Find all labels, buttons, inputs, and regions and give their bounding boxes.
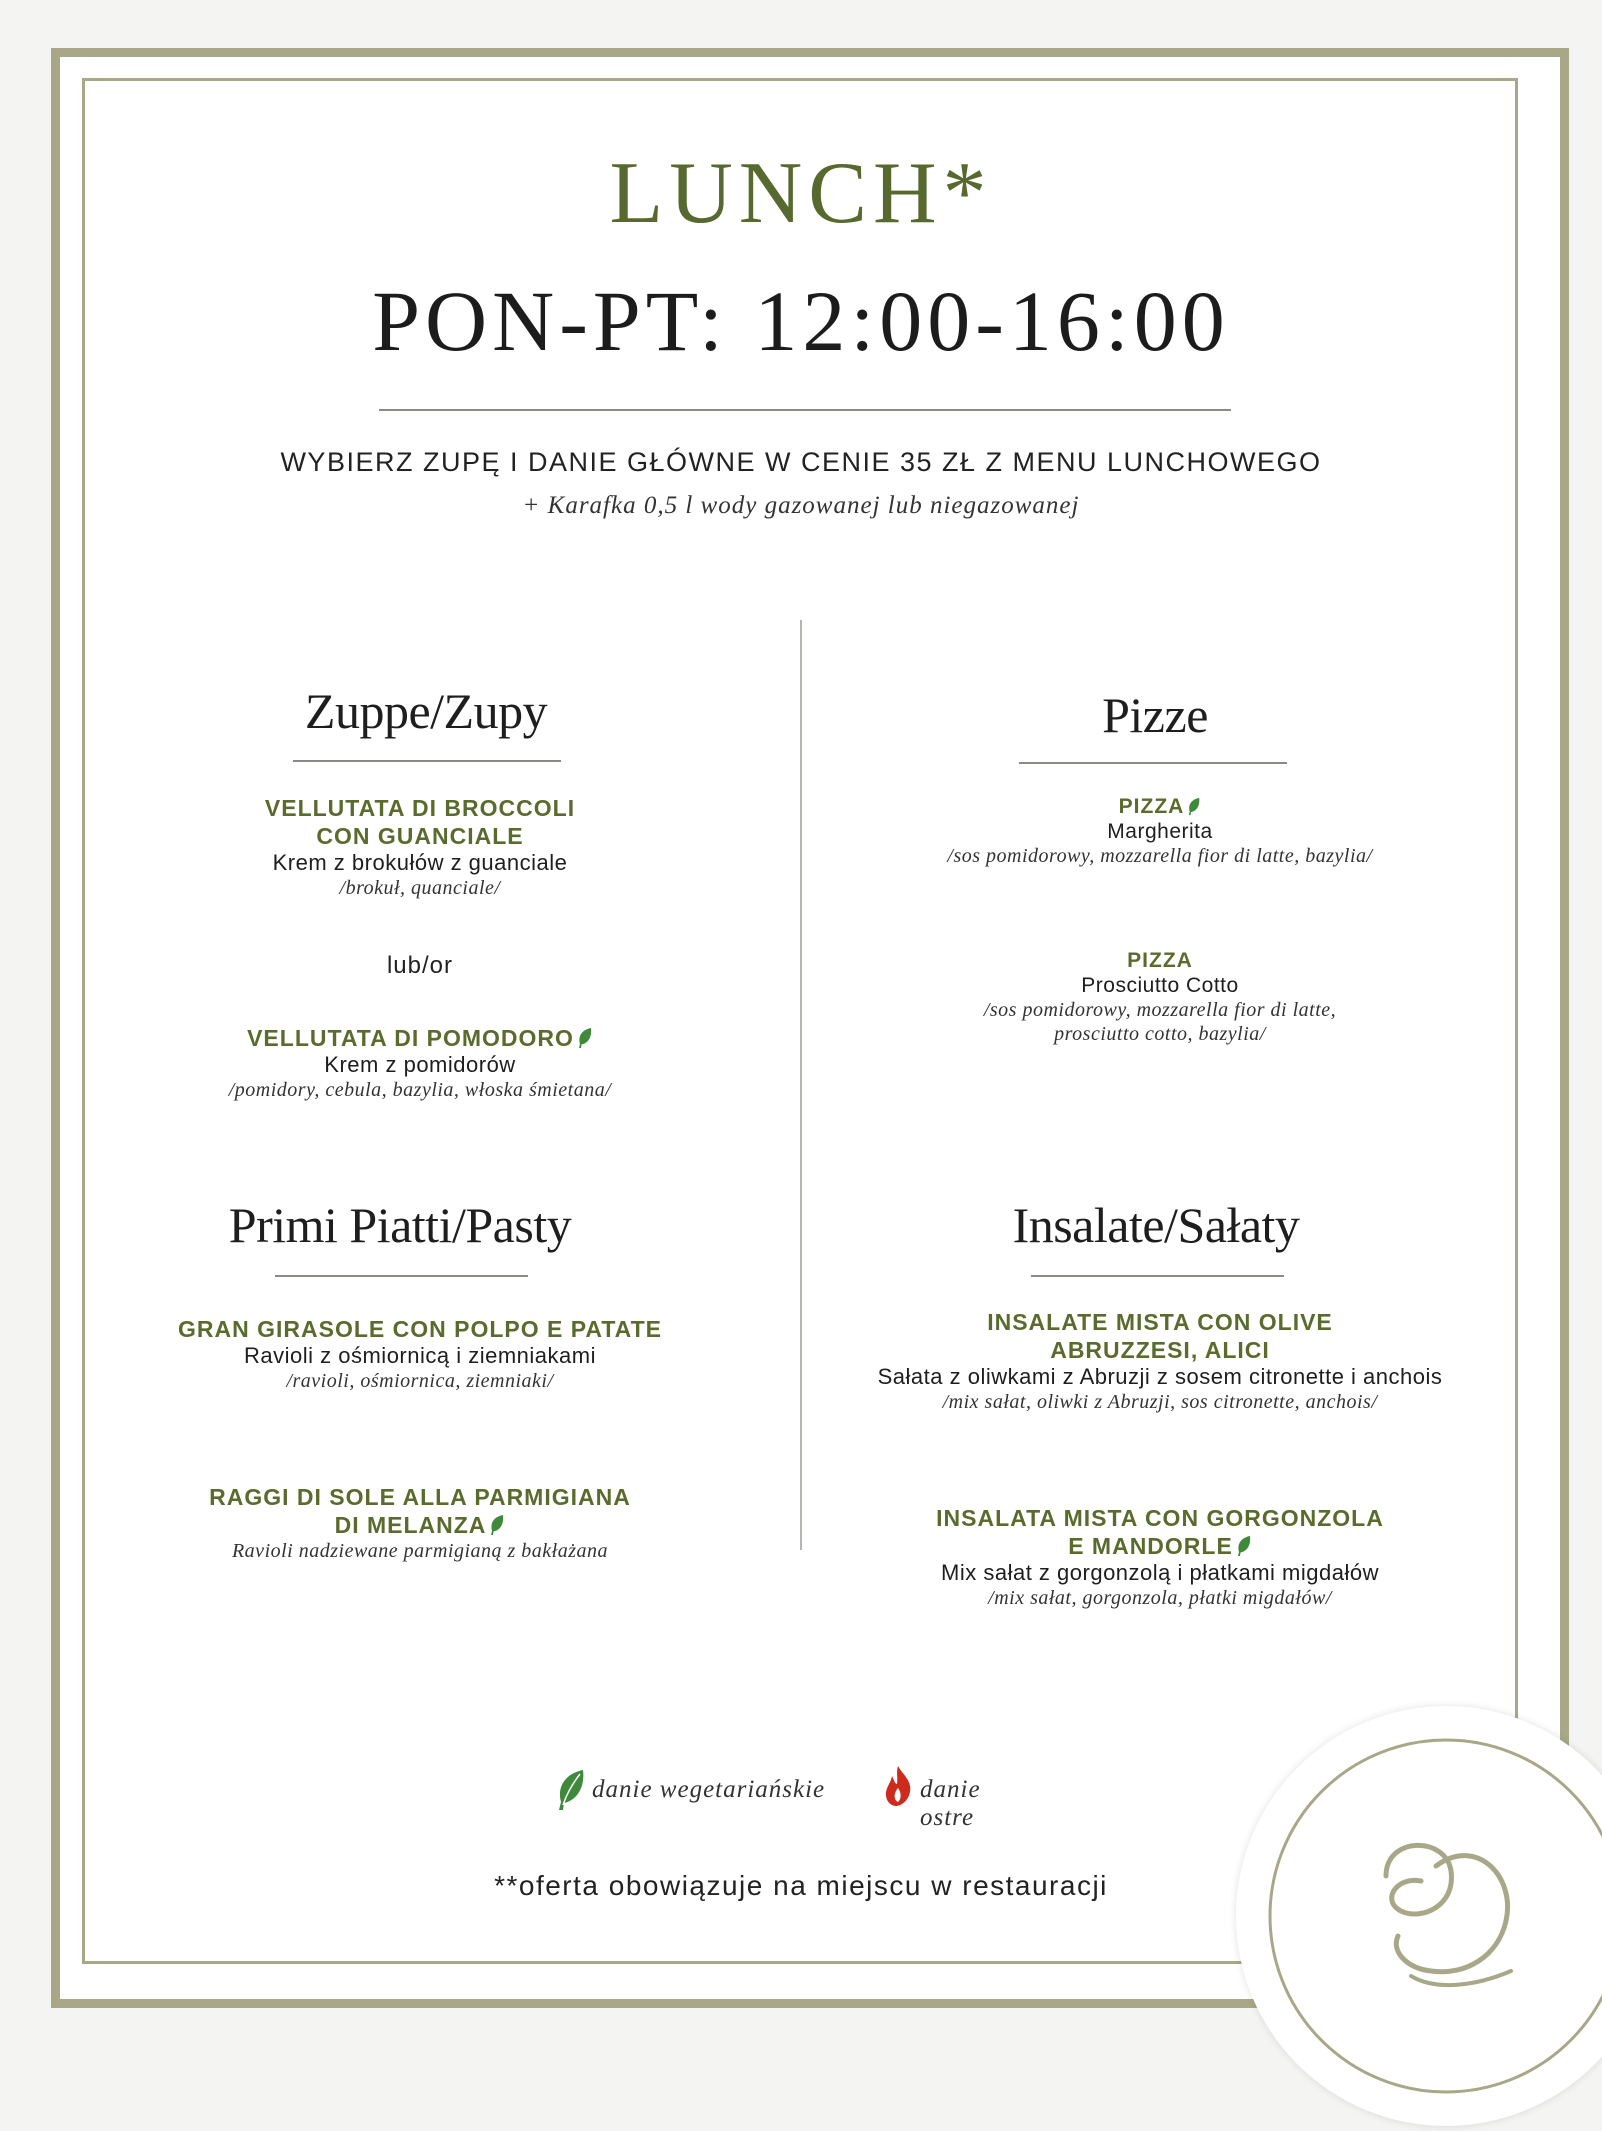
section-heading-salads: Insalate/Sałaty — [1012, 1197, 1300, 1253]
salad-item-2-title: INSALATA MISTA CON GORGONZOLA — [936, 1505, 1384, 1531]
offer-note: + Karafka 0,5 l wody gazowanej lub niegazowanej — [522, 492, 1080, 519]
salad-item-1-title-2: ABRUZZESI, ALICI — [1050, 1337, 1270, 1363]
pasta-item-2-title-2: DI MELANZA — [334, 1512, 487, 1538]
pasta-item-1-ingredients: /ravioli, ośmiornica, ziemniaki/ — [286, 1370, 554, 1392]
opening-hours: PON-PT: 12:00-16:00 — [372, 273, 1230, 369]
leaf-icon — [1187, 797, 1201, 816]
soup-item-2-desc: Krem z pomidorów — [324, 1052, 516, 1077]
salad-item-2-desc: Mix sałat z gorgonzolą i płatkami migdałów — [941, 1560, 1379, 1585]
salad-item-2-title-2: E MANDORLE — [1068, 1533, 1233, 1559]
pizza-item-2-desc: Prosciutto Cotto — [1081, 974, 1239, 997]
soup-item-1 — [140, 794, 700, 900]
pasta-item-1 — [140, 1315, 700, 1393]
leaf-icon — [556, 1768, 586, 1812]
chili-icon — [882, 1764, 914, 1808]
section-heading-pizze: Pizze — [1102, 687, 1208, 743]
pasta-heading-rule — [275, 1275, 528, 1277]
leaf-icon — [577, 1027, 593, 1049]
restaurant-logo-badge — [1236, 1706, 1602, 2126]
footnote: **oferta obowiązuje na miejscu w restauracji — [494, 1870, 1108, 1901]
pizza-item-1-ingredients: /sos pomidorowy, mozzarella fior di latte, bazylia/ — [947, 845, 1373, 867]
pasta-item-2-title-row — [140, 1511, 700, 1539]
pasta-item-1-desc: Ravioli z ośmiornicą i ziemniakami — [244, 1343, 596, 1368]
soup-item-2-title-row — [140, 1024, 700, 1052]
salad-item-1-title: INSALATE MISTA CON OLIVE — [987, 1309, 1333, 1335]
pizze-heading-rule — [1019, 762, 1287, 764]
column-divider — [800, 620, 802, 1550]
leaf-icon — [489, 1514, 505, 1536]
pizza-item-2-ingredients-2: prosciutto cotto, bazylia/ — [1054, 1023, 1266, 1045]
or-separator: lub/or — [386, 952, 454, 979]
pizza-item-1-desc: Margherita — [1107, 820, 1213, 843]
pasta-item-1-title: GRAN GIRASOLE CON POLPO E PATATE — [178, 1316, 662, 1342]
pizza-item-2-title: PIZZA — [1127, 949, 1193, 972]
offer-text: WYBIERZ ZUPĘ I DANIE GŁÓWNE W CENIE 35 ZŁ Z MENU LUNCHOWEGO — [280, 447, 1322, 477]
pasta-item-2-title: RAGGI DI SOLE ALLA PARMIGIANA — [209, 1484, 631, 1510]
soup-item-1-title: VELLUTATA DI BROCCOLI — [264, 795, 576, 821]
pasta-item-2-ingredients: Ravioli nadziewane parmigianą z bakłażana — [231, 1540, 609, 1562]
soup-item-2-title: VELLUTATA DI POMODORO — [247, 1025, 574, 1051]
section-heading-pasta: Primi Piatti/Pasty — [228, 1197, 572, 1253]
salad-item-1-desc: Sałata z oliwkami z Abruzji z sosem citronette i anchois — [877, 1364, 1443, 1389]
pizza-item-1-title: PIZZA — [1118, 795, 1185, 818]
pizza-item-1 — [820, 795, 1500, 868]
salad-item-1 — [820, 1308, 1500, 1414]
legend — [556, 1768, 1036, 1831]
legend-spicy-label: danie ostre — [920, 1776, 981, 1831]
pasta-item-2 — [140, 1483, 700, 1563]
restaurant-monogram-icon — [1236, 1706, 1602, 2126]
pizza-item-1-title-row — [820, 795, 1500, 819]
pizza-item-2 — [820, 949, 1500, 1046]
soups-heading-rule — [293, 760, 561, 762]
pizza-item-2-ingredients: /sos pomidorowy, mozzarella fior di latte, — [983, 999, 1337, 1021]
salad-item-2-ingredients: /mix sałat, gorgonzola, płatki migdałów/ — [988, 1587, 1332, 1609]
leaf-icon — [1236, 1535, 1252, 1557]
salads-heading-rule — [1031, 1275, 1284, 1277]
salad-item-2 — [820, 1504, 1500, 1610]
header-divider — [379, 409, 1231, 411]
soup-item-1-ingredients: /brokuł, quanciale/ — [339, 877, 501, 899]
salad-item-1-ingredients: /mix sałat, oliwki z Abruzji, sos citronette, anchois/ — [942, 1391, 1378, 1413]
soup-item-1-title-2: CON GUANCIALE — [316, 823, 524, 849]
soup-item-2 — [140, 1024, 700, 1102]
soup-item-2-ingredients: /pomidory, cebula, bazylia, włoska śmietana/ — [228, 1079, 612, 1101]
section-heading-soups: Zuppe/Zupy — [304, 683, 548, 739]
menu-title: LUNCH* — [609, 145, 993, 242]
salad-item-2-title-row — [820, 1532, 1500, 1560]
soup-item-1-desc: Krem z brokułów z guanciale — [272, 850, 568, 875]
legend-vegetarian-label: danie wegetariańskie — [592, 1776, 826, 1803]
